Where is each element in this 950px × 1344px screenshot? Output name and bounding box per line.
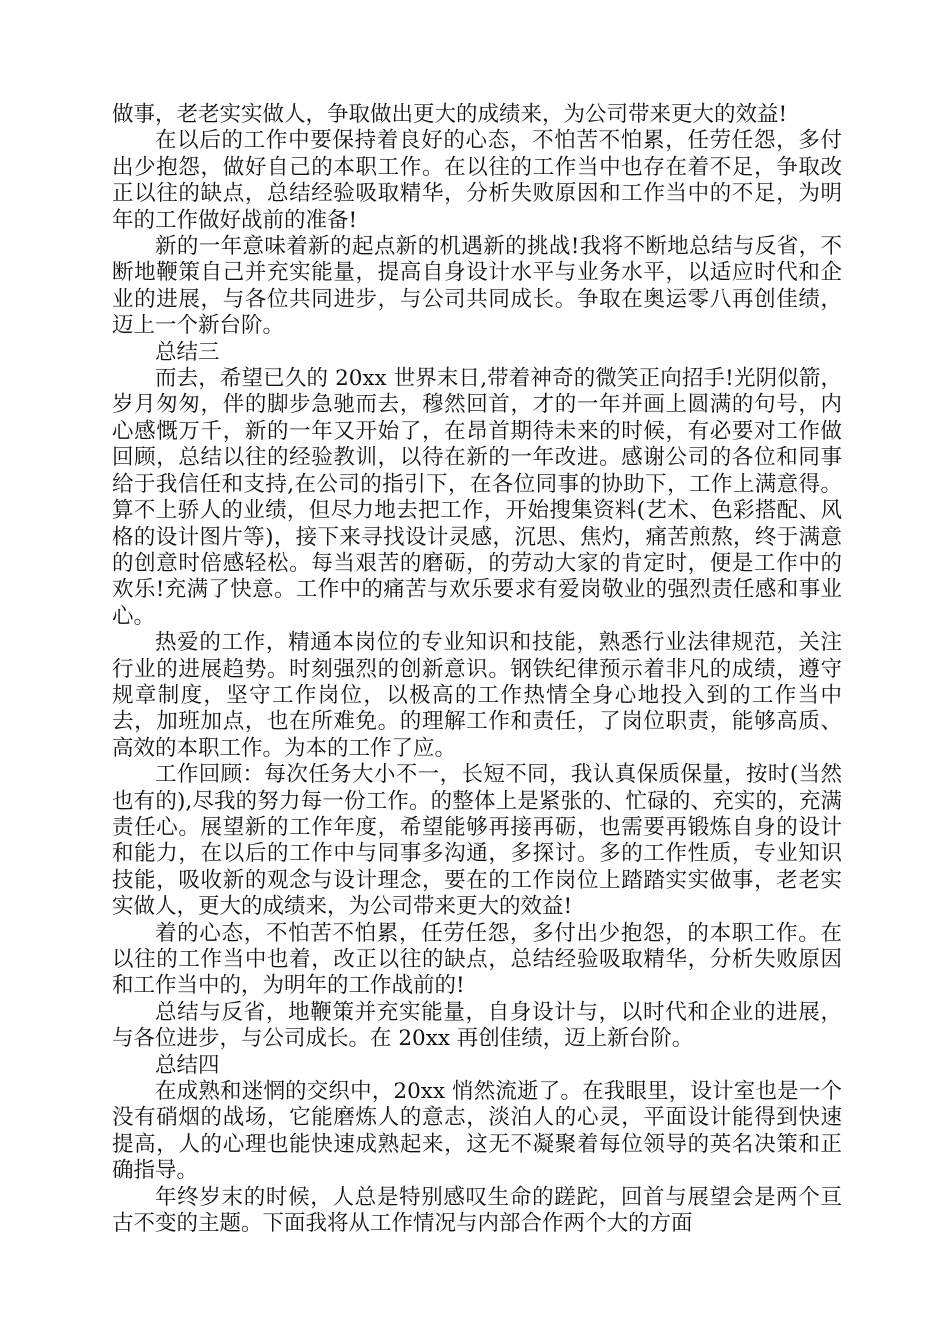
document-body: [112, 102, 842, 1237]
paragraph-love-work: 热爱的工作，精通本岗位的专业知识和技能，熟悉行业法律规范，关注行业的进展趋势。时刻强烈的创新意识。钢铁纪律预示着非凡的成绩，遵守规章制度，坚守工作岗位，以极高的工作热情全身心地投入到的工作当中去，加班加点，也在所难免。的理解工作和责任，了岗位职责，能够高质、高效的本职工作。为本的工作了应。: [112, 630, 842, 761]
paragraph-work-review: 工作回顾：每次任务大小不一，长短不同，我认真保质保量，按时(当然也有的),尽我的努力每一份工作。的整体上是紧张的、忙碌的、充实的，充满责任心。展望新的工作年度，希望能够再接再砺，也需要再锻炼自身的设计和能力，在以后的工作中与同事多沟通，多探讨。多的工作性质，专业知识技能，吸收新的观念与设计理念，要在的工作岗位上踏踏实实做事，老老实实做人，更大的成绩来，为公司带来更大的效益!: [112, 762, 842, 920]
paragraph-new-year: 新的一年意味着新的起点新的机遇新的挑战!我将不断地总结与反省，不断地鞭策自己并充实能量，提高自身设计水平与业务水平，以适应时代和企业的进展，与各位共同进步，与公司共同成长。争取在奥运零八再创佳绩，迈上一个新台阶。: [112, 234, 842, 339]
paragraph-attitude: 在以后的工作中要保持着良好的心态，不怕苦不怕累，任劳任怨，多付出少抱怨，做好自己的本职工作。在以往的工作当中也存在着不足，争取改正以往的缺点，总结经验吸取精华，分析失败原因和工作当中的不足，为明年的工作做好战前的准备!: [112, 128, 842, 233]
paragraph-mindset: 着的心态，不怕苦不怕累，任劳任怨，多付出少抱怨，的本职工作。在以往的工作当中也着，改正以往的缺点，总结经验吸取精华，分析失败原因和工作当中的，为明年的工作战前的!: [112, 920, 842, 999]
paragraph-reflection: 总结与反省，地鞭策并充实能量，自身设计与，以时代和企业的进展，与各位进步，与公司成长。在 20xx 再创佳绩，迈上新台阶。: [112, 999, 842, 1052]
paragraph-review-year: 而去，希望已久的 20xx 世界末日,带着神奇的微笑正向招手!光阴似箭，岁月匆匆，伴的脚步急驰而去，穆然回首，才的一年并画上圆满的句号，内心感慨万千，新的一年又开始了，在昂首期待未来的时候，有必要对工作做回顾，总结以往的经验教训，以待在新的一年改进。感谢公司的各位和同事给于我信任和支持,在公司的指引下，在各位同事的协助下，工作上满意得。算不上骄人的业绩，但尽力地去把工作，开始搜集资料(艺术、色彩搭配、风格的设计图片等)，接下来寻找设计灵感，沉思、焦灼，痛苦煎熬，终于满意的创意时倍感轻松。每当艰苦的磨砺，的劳动大家的肯定时，便是工作中的欢乐!充满了快意。工作中的痛苦与欢乐要求有爱岗敬业的强烈责任感和事业心。: [112, 366, 842, 629]
paragraph-year-end: 年终岁末的时候，人总是特别感叹生命的蹉跎，回首与展望会是两个亘古不变的主题。下面我将从工作情况与内部合作两个大的方面: [112, 1184, 842, 1237]
paragraph-closing-continued: 做事，老老实实做人，争取做出更大的成绩来，为公司带来更大的效益!: [112, 102, 788, 127]
section-heading-summary-four: 总结四: [155, 1052, 220, 1078]
paragraph-maturity: 在成熟和迷惘的交织中，20xx 悄然流逝了。在我眼里，设计室也是一个没有硝烟的战场，它能磨炼人的意志，淡泊人的心灵，平面设计能得到快速提高，人的心理也能快速成熟起来，这无不凝聚着每位领导的英名决策和正确指导。: [112, 1079, 842, 1184]
section-heading-summary-three: 总结三: [155, 339, 220, 365]
